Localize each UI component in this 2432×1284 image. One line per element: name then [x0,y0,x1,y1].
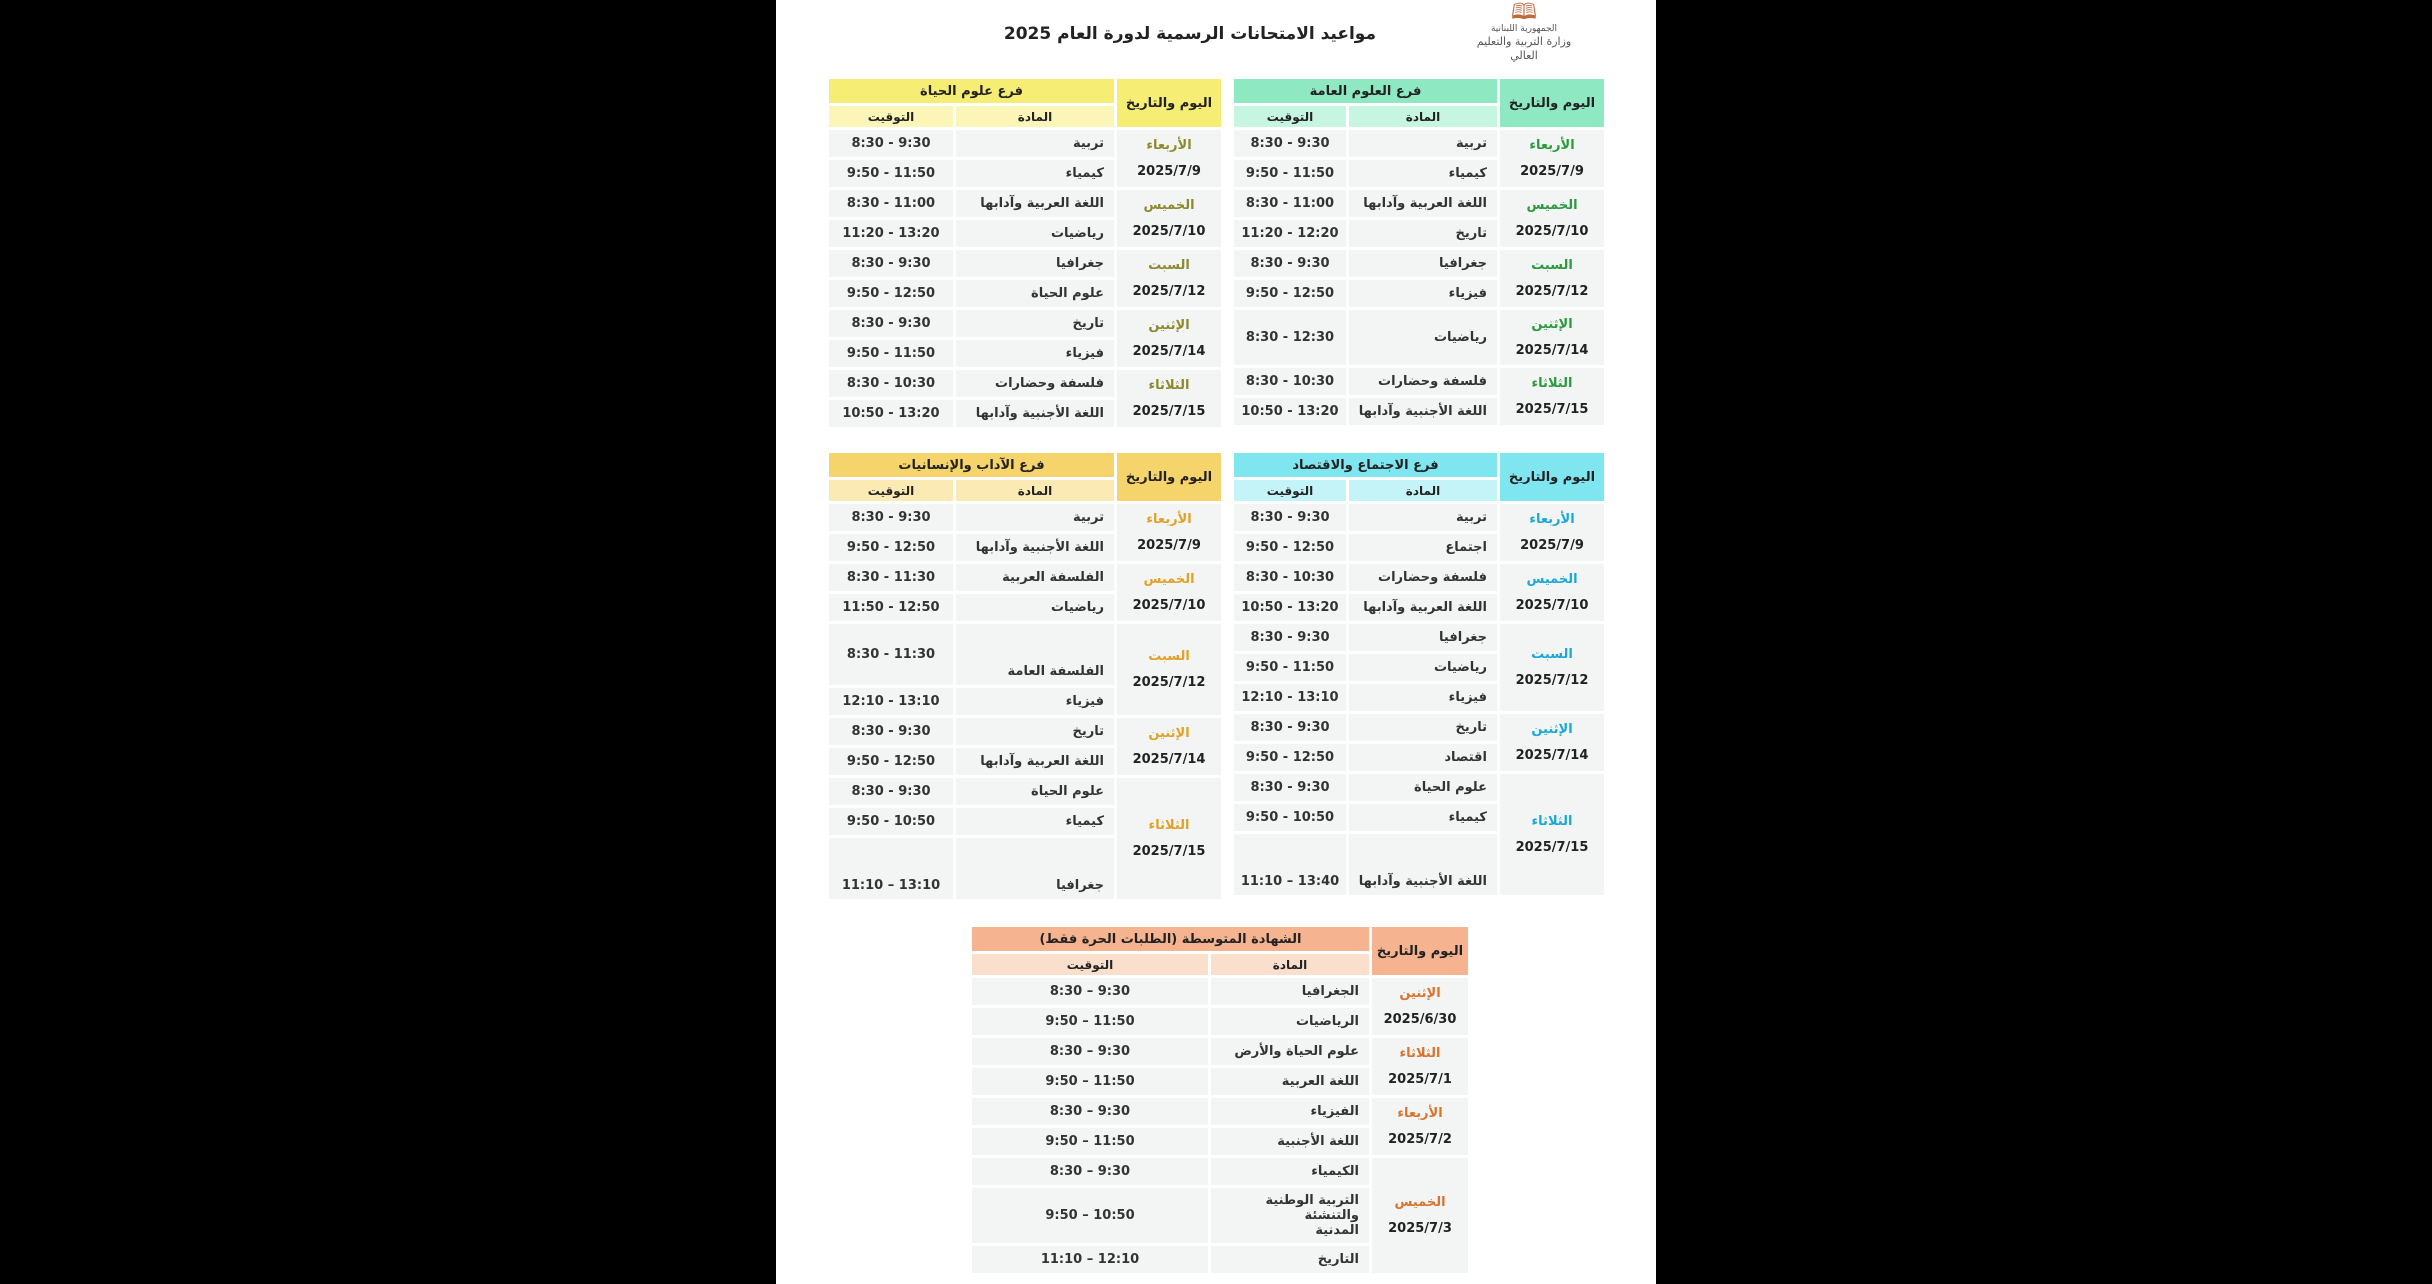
time-cell: 8:30 - 10:30 [1234,564,1346,591]
subject-cell: فيزياء [1349,280,1497,307]
subject-line: المدنية [1315,1223,1359,1238]
subject-column-header: المادة [1349,106,1497,127]
day-cell [1372,978,1468,1035]
time-cell: 11:10 – 13:10 [829,838,953,899]
day-name: الأربعاء [1146,511,1192,527]
time-cell: 10:50 - 13:20 [1234,398,1346,425]
table-row [829,190,1221,217]
day-cell [1117,250,1221,307]
exam-date: 2025/7/15 [1132,403,1206,419]
day-name: الإثنين [1531,721,1573,737]
time-cell: 11:10 – 13:40 [1234,834,1346,895]
day-cell [1500,714,1604,771]
table-row [829,778,1221,805]
time-column-header: التوقيت [972,954,1208,975]
subject-cell: الرياضيات [1211,1008,1369,1035]
time-cell: 9:50 – 11:50 [972,1008,1208,1035]
exam-date: 2025/7/3 [1388,1220,1452,1236]
time-cell: 8:30 - 9:30 [1234,130,1346,157]
table-row [1234,564,1604,591]
day-cell [1117,564,1221,621]
time-cell: 8:30 - 9:30 [829,718,953,745]
day-name: السبت [1531,646,1573,662]
time-cell: 9:50 - 11:50 [829,340,953,367]
subject-cell: الكيمياء [1211,1158,1369,1185]
day-name: الأربعاء [1146,137,1192,153]
time-cell: 9:50 - 12:50 [1234,280,1346,307]
time-cell: 8:30 - 12:30 [1234,310,1346,365]
day-name: الإثنين [1148,317,1190,333]
day-name: السبت [1148,648,1190,664]
subject-cell: تاريخ [956,310,1114,337]
subject-column-header: المادة [956,106,1114,127]
day-name: الإثنين [1531,316,1573,332]
subject-cell: كيمياء [956,160,1114,187]
time-cell: 10:50 - 13:20 [1234,594,1346,621]
time-cell: 9:50 - 11:50 [1234,654,1346,681]
table-row [972,1158,1468,1185]
time-cell: 9:50 – 11:50 [972,1068,1208,1095]
time-cell: 9:50 - 12:50 [1234,534,1346,561]
subject-cell: رياضيات [956,220,1114,247]
table-row [1234,130,1604,157]
day-cell [1372,1038,1468,1095]
subject-cell: تاريخ [956,718,1114,745]
subject-cell: فلسفة وحضارات [1349,368,1497,395]
exam-date: 2025/7/12 [1515,672,1589,688]
life-sciences-table [826,76,1224,430]
time-cell: 8:30 - 9:30 [829,778,953,805]
branch-title: فرع الاجتماع والاقتصاد [1234,453,1497,477]
time-cell: 8:30 – 9:30 [972,1158,1208,1185]
subject-cell: تربية [1349,130,1497,157]
subject-cell: فلسفة وحضارات [1349,564,1497,591]
subject-cell: اللغة العربية وآدابها [956,190,1114,217]
time-cell: 9:50 - 11:50 [1234,160,1346,187]
subject-cell: اللغة الأجنبية وآدابها [956,400,1114,427]
day-cell [1500,310,1604,365]
table-header-row [972,927,1468,951]
exam-date: 2025/7/10 [1515,223,1589,239]
time-column-header: التوقيت [829,106,953,127]
exam-date: 2025/7/14 [1132,751,1206,767]
day-name: الثلاثاء [1531,375,1573,391]
ministry-logo [1476,2,1572,63]
time-cell: 11:50 - 12:50 [829,594,953,621]
subject-cell: جغرافيا [956,250,1114,277]
time-cell: 8:30 - 11:00 [829,190,953,217]
table-row [829,370,1221,397]
time-cell: 8:30 - 9:30 [1234,250,1346,277]
exam-date: 2025/7/12 [1132,674,1206,690]
day-name: الأربعاء [1529,511,1575,527]
day-name: الإثنين [1148,725,1190,741]
book-emblem-icon: 🕮 [1511,0,1537,25]
sociology-economics-table [1231,450,1607,898]
table-row [829,564,1221,591]
subject-line: التربية الوطنية والتنشئة [1265,1193,1359,1223]
exam-date: 2025/7/15 [1515,401,1589,417]
day-name: الخميس [1526,571,1578,587]
subject-cell: الجغرافيا [1211,978,1369,1005]
time-cell: 9:50 - 12:50 [829,748,953,775]
day-cell [1117,624,1221,715]
time-cell: 9:50 - 12:50 [1234,744,1346,771]
subject-cell: رياضيات [1349,654,1497,681]
exam-date: 2025/7/10 [1515,597,1589,613]
time-cell: 8:30 - 11:30 [829,624,953,685]
subject-cell: اللغة العربية وآدابها [956,748,1114,775]
day-cell [1372,1098,1468,1155]
subject-cell: تربية [956,130,1114,157]
logo-republic-text: الجمهورية اللبنانية [1490,24,1558,34]
table-row [1234,714,1604,741]
branch-title: الشهادة المتوسطة (الطلبات الحرة فقط) [972,927,1369,951]
subject-cell: اللغة الأجنبية [1211,1128,1369,1155]
day-name: الثلاثاء [1148,377,1190,393]
day-name: السبت [1148,257,1190,273]
subject-cell: اقتصاد [1349,744,1497,771]
table-row [1234,774,1604,801]
subject-cell: كيمياء [1349,160,1497,187]
subject-cell: الفلسفة العربية [956,564,1114,591]
time-cell: 11:10 – 12:10 [972,1246,1208,1273]
date-column-header: اليوم والتاريخ [1117,453,1221,501]
day-cell [1500,624,1604,711]
time-column-header: التوقيت [829,480,953,501]
day-name: الأربعاء [1529,137,1575,153]
table-row [1234,250,1604,277]
table-header-row [829,453,1221,477]
subject-cell: تاريخ [1349,714,1497,741]
time-column-header: التوقيت [1234,480,1346,501]
subject-cell: فلسفة وحضارات [956,370,1114,397]
table-row [829,250,1221,277]
time-cell: 8:30 - 9:30 [1234,624,1346,651]
subject-cell: التاريخ [1211,1246,1369,1273]
time-cell: 8:30 – 9:30 [972,978,1208,1005]
exam-date: 2025/7/10 [1132,223,1206,239]
table-header-row [1234,79,1604,103]
table-row [1234,368,1604,395]
subject-cell: اللغة الأجنبية وآدابها [1349,834,1497,895]
time-cell: 8:30 - 9:30 [829,250,953,277]
subject-cell: اجتماع [1349,534,1497,561]
exam-date: 2025/7/14 [1515,747,1589,763]
time-cell: 8:30 - 9:30 [1234,774,1346,801]
day-name: الأربعاء [1397,1105,1443,1121]
table-header-row [829,79,1221,103]
general-sciences-table [1231,76,1607,428]
day-cell [1117,370,1221,427]
day-name: الخميس [1526,197,1578,213]
time-cell: 12:10 - 13:10 [829,688,953,715]
exam-date: 2025/7/12 [1515,283,1589,299]
subject-cell: اللغة الأجنبية وآدابها [1349,398,1497,425]
table-row [829,718,1221,745]
subject-cell: اللغة العربية وآدابها [1349,594,1497,621]
exam-date: 2025/7/9 [1520,163,1584,179]
subject-cell: علوم الحياة والأرض [1211,1038,1369,1065]
subject-cell: علوم الحياة [956,778,1114,805]
time-cell: 9:50 - 11:50 [829,160,953,187]
subject-cell: الفيزياء [1211,1098,1369,1125]
day-name: الثلاثاء [1531,813,1573,829]
subject-cell: اللغة العربية [1211,1068,1369,1095]
subject-cell: جغرافيا [1349,250,1497,277]
day-name: الثلاثاء [1148,817,1190,833]
subject-cell: رياضيات [956,594,1114,621]
time-cell: 12:10 - 13:10 [1234,684,1346,711]
time-cell: 8:30 - 9:30 [1234,714,1346,741]
exam-date: 2025/7/15 [1515,839,1589,855]
subject-cell: جغرافيا [956,838,1114,899]
time-cell: 9:50 – 11:50 [972,1128,1208,1155]
day-cell [1117,310,1221,367]
subject-column-header: المادة [956,480,1114,501]
time-cell: 8:30 – 9:30 [972,1098,1208,1125]
day-cell [1500,774,1604,895]
day-cell [1500,250,1604,307]
time-cell: 8:30 - 9:30 [829,504,953,531]
exam-date: 2025/7/15 [1132,843,1206,859]
subject-cell: تاريخ [1349,220,1497,247]
branch-title: فرع العلوم العامة [1234,79,1497,103]
time-cell: 11:20 - 13:20 [829,220,953,247]
table-row [829,624,1221,685]
day-cell [1117,504,1221,561]
exam-date: 2025/7/12 [1132,283,1206,299]
day-name: الإثنين [1399,985,1441,1001]
table-row [829,310,1221,337]
time-cell: 8:30 - 10:30 [1234,368,1346,395]
day-cell [1117,778,1221,899]
subject-cell: كيمياء [956,808,1114,835]
time-cell: 8:30 - 11:30 [829,564,953,591]
subject-cell: اللغة الأجنبية وآدابها [956,534,1114,561]
time-cell: 10:50 - 13:20 [829,400,953,427]
table-row [829,504,1221,531]
exam-date: 2025/7/14 [1132,343,1206,359]
time-cell: 8:30 - 10:30 [829,370,953,397]
exam-date: 2025/6/30 [1383,1011,1457,1027]
day-cell [1117,718,1221,775]
time-cell: 9:50 - 12:50 [829,534,953,561]
exam-date: 2025/7/1 [1388,1071,1452,1087]
branch-title: فرع الآداب والإنسانيات [829,453,1114,477]
date-column-header: اليوم والتاريخ [1500,79,1604,127]
subject-cell: تربية [1349,504,1497,531]
date-column-header: اليوم والتاريخ [1500,453,1604,501]
exam-date: 2025/7/14 [1515,342,1589,358]
day-name: الخميس [1143,197,1195,213]
time-cell: 9:50 - 12:50 [829,280,953,307]
table-row [1234,504,1604,531]
exam-schedule-page [776,0,1656,1284]
time-cell: 8:30 - 9:30 [829,310,953,337]
subject-cell: فيزياء [1349,684,1497,711]
day-cell [1500,130,1604,187]
page-title: مواعيد الامتحانات الرسمية لدورة العام 2025 [1003,24,1376,44]
day-cell [1500,190,1604,247]
subject-cell: كيمياء [1349,804,1497,831]
exam-date: 2025/7/9 [1137,163,1201,179]
time-column-header: التوقيت [1234,106,1346,127]
table-row [829,130,1221,157]
time-cell: 8:30 – 9:30 [972,1038,1208,1065]
date-column-header: اليوم والتاريخ [1372,927,1468,975]
table-row [972,1038,1468,1065]
subject-cell: رياضيات [1349,310,1497,365]
subject-cell: فيزياء [956,688,1114,715]
exam-date: 2025/7/9 [1520,537,1584,553]
subject-cell: اللغة العربية وآدابها [1349,190,1497,217]
humanities-table [826,450,1224,902]
logo-ministry-text: وزارة التربية والتعليم العالي [1476,35,1572,62]
subject-cell: علوم الحياة [1349,774,1497,801]
time-cell: 8:30 - 11:00 [1234,190,1346,217]
time-cell: 11:20 - 12:20 [1234,220,1346,247]
exam-date: 2025/7/2 [1388,1131,1452,1147]
brevet-table [969,924,1471,1276]
table-row [972,1098,1468,1125]
table-row [1234,310,1604,365]
table-header-row [1234,453,1604,477]
branch-title: فرع علوم الحياة [829,79,1114,103]
subject-cell: تربية [956,504,1114,531]
table-row [1234,190,1604,217]
subject-cell: الفلسفة العامة [956,624,1114,685]
subject-column-header: المادة [1349,480,1497,501]
day-cell [1500,564,1604,621]
day-cell [1500,368,1604,425]
subject-cell: جغرافيا [1349,624,1497,651]
day-cell [1372,1158,1468,1273]
day-name: الخميس [1143,571,1195,587]
day-name: الخميس [1394,1194,1446,1210]
day-name: السبت [1531,257,1573,273]
subject-column-header: المادة [1211,954,1369,975]
date-column-header: اليوم والتاريخ [1117,79,1221,127]
subject-cell [1211,1188,1369,1243]
exam-date: 2025/7/10 [1132,597,1206,613]
time-cell: 9:50 - 10:50 [829,808,953,835]
exam-date: 2025/7/9 [1137,537,1201,553]
day-name: الثلاثاء [1399,1045,1441,1061]
day-cell [1500,504,1604,561]
table-row [972,978,1468,1005]
day-cell [1117,130,1221,187]
subject-cell: علوم الحياة [956,280,1114,307]
table-row [1234,624,1604,651]
day-cell [1117,190,1221,247]
time-cell: 8:30 - 9:30 [829,130,953,157]
time-cell: 9:50 - 10:50 [1234,804,1346,831]
subject-cell: فيزياء [956,340,1114,367]
time-cell: 9:50 – 10:50 [972,1188,1208,1243]
time-cell: 8:30 - 9:30 [1234,504,1346,531]
